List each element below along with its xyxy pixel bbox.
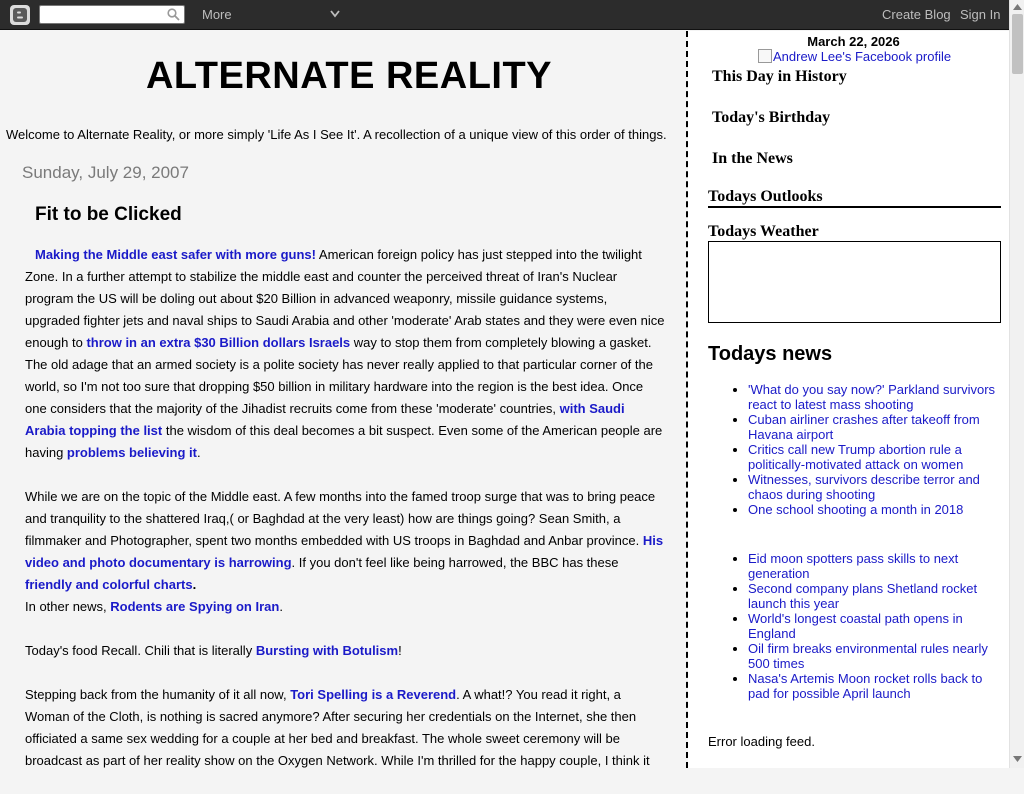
post-link[interactable]: Making the Middle east safer with more guns! — [35, 247, 316, 262]
blogger-navbar — [0, 0, 1009, 30]
news-item — [748, 671, 998, 701]
broken-image-icon — [758, 49, 772, 63]
blog-title[interactable]: ALTERNATE REALITY — [145, 55, 553, 97]
post-link[interactable]: throw in an extra $30 Billion dollars Israels — [86, 335, 351, 350]
news-item — [748, 472, 998, 502]
feed-error-message: Error loading feed. — [708, 734, 815, 749]
chevron-down-icon[interactable] — [329, 9, 341, 19]
post-text: In other news, — [25, 599, 111, 614]
news-link[interactable]: Nasa's Artemis Moon rocket rolls back to pad for possible April launch — [748, 671, 983, 701]
todays-outlooks-heading: Todays Outlooks — [708, 188, 1001, 208]
news-list-2 — [728, 551, 998, 701]
post-text: Stepping back from the humanity of it all now, — [25, 687, 291, 702]
vertical-scrollbar[interactable] — [1009, 0, 1024, 768]
main-column — [0, 31, 686, 768]
sign-in-link[interactable]: Sign In — [960, 7, 1001, 22]
in-the-news-heading: In the News — [712, 150, 793, 167]
post-paragraph — [25, 684, 665, 772]
post-title: Fit to be Clicked — [35, 204, 182, 225]
news-link[interactable]: Second company plans Shetland rocket launch this year — [748, 581, 978, 611]
sidebar-date: March 22, 2026 — [807, 34, 900, 49]
post-text: ! — [398, 643, 402, 658]
news-link[interactable]: Critics call new Trump abortion rule a politically-motivated attack on women — [748, 442, 964, 472]
news-item — [748, 611, 998, 641]
post-text: While we are on the topic of the Middle east. A few months into the famed troop surge that was to bring peace and tranquility to the shattered Iraq,( or Baghdad at the very least) how are things going? Sean Smith, a filmmaker and Photographer, spent two months embedded with US troops in Baghdad and Anbar province. — [25, 489, 656, 548]
todays-birthday-heading: Today's Birthday — [712, 109, 831, 126]
post-text: . — [192, 577, 197, 592]
search-icon[interactable] — [167, 8, 180, 21]
post-body — [25, 244, 665, 794]
facebook-profile-alt[interactable]: Andrew Lee's Facebook profile — [773, 49, 952, 64]
weather-widget — [708, 241, 1001, 323]
post-link[interactable]: Tori Spelling is a Reverend — [290, 687, 457, 702]
news-item — [748, 641, 998, 671]
search-input[interactable] — [39, 5, 185, 24]
blogger-logo-icon[interactable] — [10, 5, 30, 25]
post-text: way to stop them from completely blowing a gasket. The old adage that an armed society is a polite society has never really applied to that particular corner of the world, so I'm not too sure that dropping $50 billion in military hardware into the region is the best idea. Once one considers that the majority of the Jihadist recruits come from these 'moderate' countries, — [25, 335, 653, 416]
post-paragraph — [25, 640, 665, 662]
news-item — [748, 551, 998, 581]
news-link[interactable]: Witnesses, survivors describe terror and chaos during shooting — [748, 472, 980, 502]
blog-description: Welcome to Alternate Reality, or more simply 'Life As I See It'. A recollection of a unique view of this order of things. — [6, 127, 667, 142]
post-text: . If you don't feel like being harrowed, the BBC has these — [291, 555, 619, 570]
facebook-profile-badge[interactable] — [758, 49, 951, 64]
post-text: American foreign policy has just stepped into the twilight Zone. In a further attempt to stabilize the middle east and counter the perceived threat of Iran's Nuclear program the US will be doling out about $20 Billion in advanced weaponry, missile guidance systems, upgraded fighter jets and naval ships to Saudi Arabia and other 'moderate' Arab states and they were even nice enough to — [25, 247, 665, 350]
post-link[interactable]: problems believing it — [66, 445, 197, 460]
todays-weather-heading: Todays Weather — [708, 223, 819, 240]
post-paragraph — [25, 486, 665, 618]
news-item — [748, 382, 998, 412]
more-menu[interactable]: More — [202, 7, 232, 22]
news-link[interactable]: World's longest coastal path opens in England — [748, 611, 963, 641]
post-date: Sunday, July 29, 2007 — [22, 163, 189, 182]
post-link[interactable]: His video and photo documentary is harrowing — [25, 533, 664, 570]
post-link[interactable]: with Saudi Arabia topping the list — [25, 401, 625, 438]
news-item — [748, 442, 998, 472]
news-item — [748, 502, 998, 517]
post-text: . — [196, 445, 201, 460]
sidebar — [688, 31, 1009, 768]
this-day-in-history-heading: This Day in History — [712, 68, 847, 85]
news-item — [748, 581, 998, 611]
post-link[interactable]: Bursting with Botulism — [255, 643, 399, 658]
news-item — [748, 412, 998, 442]
post-text: the wisdom of this deal becomes a bit suspect. Even some of the American people are having — [25, 423, 663, 460]
post-text: . — [279, 599, 283, 614]
news-list-1 — [728, 382, 998, 517]
post-link[interactable]: Rodents are Spying on Iran — [110, 599, 280, 614]
post-text: Today's food Recall. Chili that is literally — [25, 643, 256, 658]
news-link[interactable]: Eid moon spotters pass skills to next generation — [748, 551, 959, 581]
news-link[interactable]: Oil firm breaks environmental rules nearly 500 times — [748, 641, 988, 671]
scroll-down-arrow-icon[interactable] — [1013, 756, 1022, 762]
news-link[interactable]: Cuban airliner crashes after takeoff from Havana airport — [748, 412, 980, 442]
post-link[interactable]: friendly and colorful charts — [25, 577, 193, 592]
create-blog-link[interactable]: Create Blog — [882, 7, 951, 22]
post-paragraph — [25, 244, 665, 464]
news-link[interactable]: 'What do you say now?' Parkland survivors react to latest mass shooting — [748, 382, 996, 412]
news-link[interactable]: One school shooting a month in 2018 — [748, 502, 964, 517]
todays-news-heading: Todays news — [708, 343, 833, 365]
post-text: . A what!? You read it right, a Woman of the Cloth, is nothing is sacred anymore? After securing her credentials on the Internet, she then officiated a same sex wedding for a couple at her bed and breakfast. The whole sweet ceremony will be broadcast as part of her reality show on the Oxygen Network. While I'm thrilled for the happy couple, I think it — [25, 687, 650, 768]
scroll-up-arrow-icon[interactable] — [1013, 4, 1022, 10]
